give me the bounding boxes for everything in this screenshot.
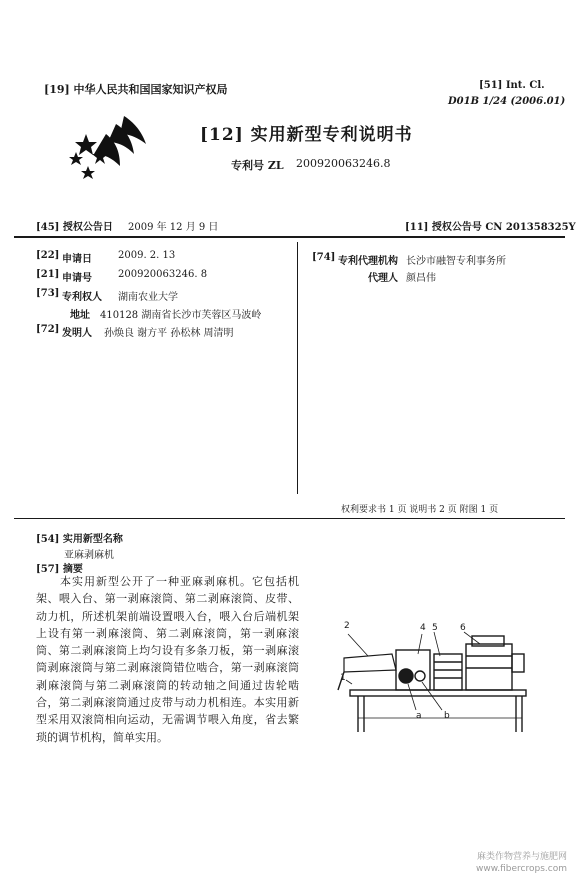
- address: 410128 湖南省长沙市芙蓉区马波岭: [100, 310, 262, 321]
- field-label: 申请日: [62, 254, 92, 265]
- field-code: [72]: [36, 324, 60, 335]
- announce-number: [11] 授权公告号 CN 201358325Y: [405, 222, 576, 233]
- field-label: 申请号: [62, 273, 92, 284]
- machine-figure: [330, 606, 540, 736]
- figure-label: 4: [420, 623, 426, 633]
- int-cl-label: [51] Int. Cl.: [479, 80, 545, 91]
- figure-label: 1: [340, 673, 346, 683]
- watermark: [476, 851, 567, 875]
- announce-date: 2009 年 12 月 9 日: [128, 222, 219, 233]
- field-code: [21]: [36, 269, 60, 280]
- figure-label: 6: [460, 623, 466, 633]
- field-label: 地址: [70, 310, 90, 321]
- rule-top: [14, 236, 565, 238]
- column-divider: [297, 242, 298, 494]
- watermark-url: www.fibercrops.com: [476, 864, 567, 874]
- watermark-title: 麻类作物营养与施肥网: [476, 852, 567, 862]
- application-date: 2009. 2. 13: [118, 250, 176, 261]
- abstract-text: 本实用新型公开了一种亚麻剥麻机。它包括机架、喂入台、第一剥麻滚筒、第二剥麻滚筒、皮带、动力机，所述机架前端设置喂入台，喂入台后端机架上设有第一剥麻滚筒、第二剥麻滚筒，第一剥麻滚筒、第二剥麻滚筒上均匀设有多条刀板，第一剥麻滚筒剥麻滚筒与第二剥麻滚筒错位啮合，第一剥麻滚筒剥麻滚筒与第二剥麻滚筒的转动轴之间通过齿轮啮合，第二剥麻滚筒通过皮带与动力机相连。本实用新型采用双滚筒相向运动，无需调节喂入角度，省去繁琐的调节机构，简单实用。: [36, 575, 299, 744]
- field-label: 专利代理机构: [338, 256, 398, 267]
- field-label: 专利权人: [62, 292, 102, 303]
- title-label: [54] 实用新型名称: [36, 534, 123, 545]
- agency: 长沙市融智专利事务所: [406, 256, 506, 267]
- document-type: [12] 实用新型专利说明书: [200, 125, 413, 145]
- application-number: 200920063246. 8: [118, 269, 208, 280]
- pages-info: 权利要求书 1 页 说明书 2 页 附图 1 页: [341, 505, 499, 515]
- patentee: 湖南农业大学: [118, 292, 178, 303]
- figure-label: b: [444, 711, 450, 721]
- field-code: [22]: [36, 250, 60, 261]
- field-label: 发明人: [62, 328, 92, 339]
- inventors: 孙焕良 谢方平 孙松林 周清明: [104, 328, 234, 339]
- agent: 颜昌伟: [406, 273, 436, 284]
- emblem-icon: [66, 114, 186, 194]
- office-name: [19] 中华人民共和国国家知识产权局: [44, 83, 228, 96]
- field-code: [73]: [36, 288, 60, 299]
- figure-label: 5: [432, 623, 438, 633]
- patent-number: 200920063246.8: [296, 157, 391, 170]
- rule-middle: [14, 518, 565, 519]
- abstract-label: [57] 摘要: [36, 564, 83, 575]
- announce-date-label: [45] 授权公告日: [36, 222, 113, 233]
- field-label: 代理人: [368, 273, 398, 284]
- figure-label: a: [416, 711, 422, 721]
- int-cl-code: D01B 1/24 (2006.01): [448, 96, 566, 107]
- utility-model-title: 亚麻剥麻机: [64, 550, 114, 561]
- figure-label: 2: [344, 621, 350, 631]
- abstract-body: [36, 573, 299, 746]
- patent-number-label: 专利号 ZL: [231, 159, 284, 172]
- field-code: [74]: [312, 252, 336, 263]
